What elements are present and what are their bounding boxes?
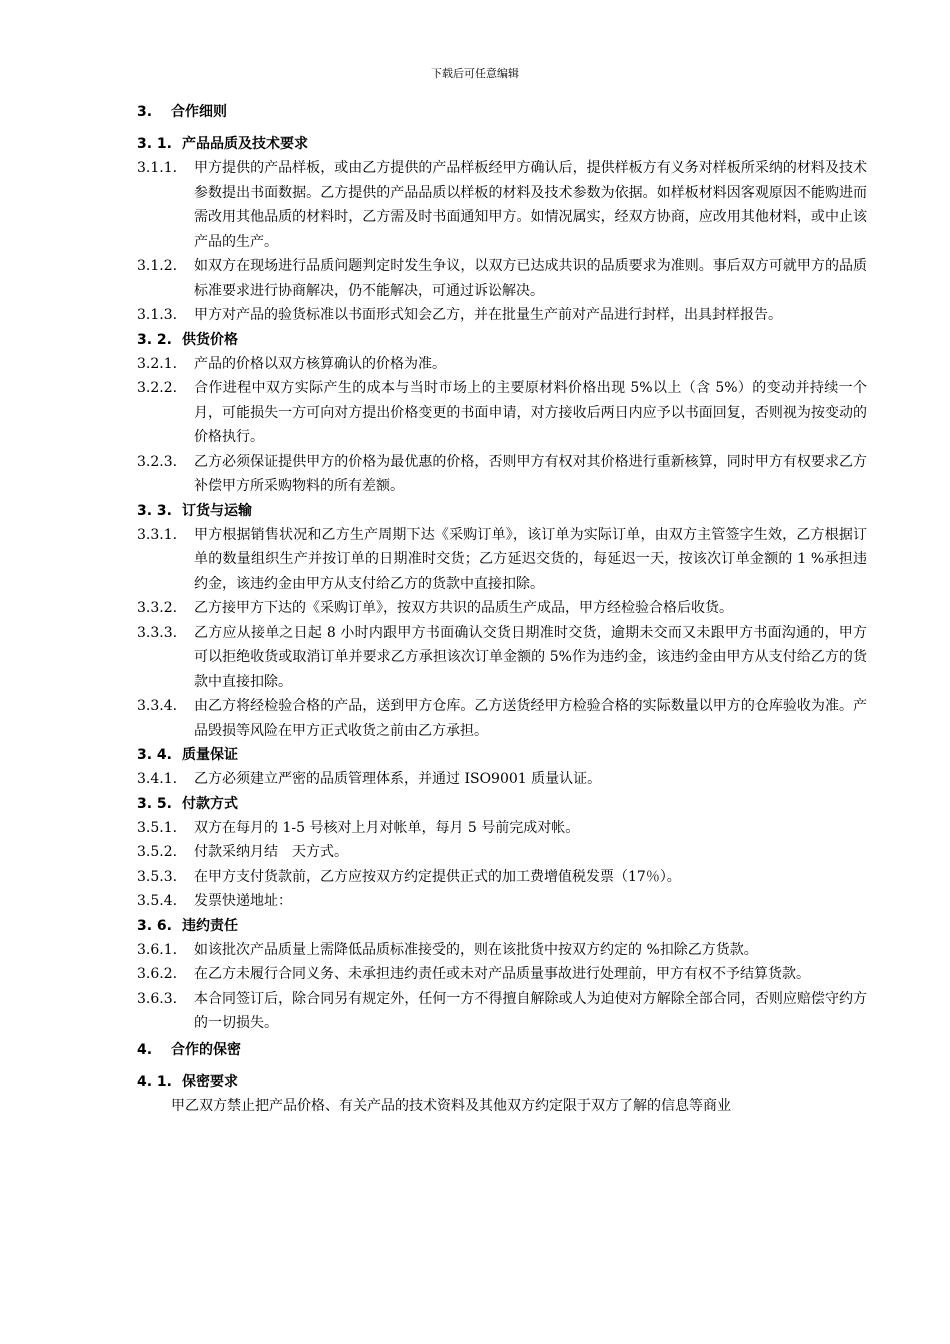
clause-text: 本合同签订后，除合同另有规定外，任何一方不得擅自解除或人为迫使对方解除全部合同，否则应赔偿守约方的一切损失。 (194, 990, 867, 1031)
clause-number: 3.5.4. (137, 893, 178, 909)
subsection-number: 3. 1. (137, 136, 172, 152)
clause-number: 3.3.1. (137, 526, 178, 543)
clause-number: 3.1.2. (137, 258, 178, 274)
clause (137, 767, 867, 792)
clause-text: 在甲方支付货款前，乙方应按双方约定提供正式的加工费增值税发票（17％）。 (194, 868, 681, 885)
section-number: 3. (137, 104, 153, 120)
clause-text: 乙方必须保证提供甲方的价格为最优惠的价格，否则甲方有权对其价格进行重新核算，同时甲方有权要求乙方补偿甲方所采购物料的所有差额。 (194, 453, 867, 494)
subsection-number: 3. 6. (137, 917, 172, 934)
subsection-title: 产品品质及技术要求 (182, 136, 308, 152)
clause-text: 发票快递地址： (194, 893, 292, 909)
subsection-title: 违约责任 (182, 917, 238, 934)
subsection-title: 质量保证 (182, 747, 238, 763)
section-heading (137, 100, 867, 124)
clause-text: 乙方接甲方下达的《采购订单》，按双方共识的品质生产成品，甲方经检验合格后收货。 (194, 600, 733, 616)
clause (137, 816, 867, 841)
document-body (137, 100, 867, 1118)
clause-text: 付款采纳月结 天方式。 (194, 844, 348, 860)
clause (137, 156, 867, 254)
clause (137, 938, 867, 963)
clause-number: 3.2.2. (137, 380, 178, 396)
subsection-heading (137, 743, 867, 767)
clause (137, 303, 867, 328)
clause (137, 621, 867, 695)
clause (137, 889, 867, 914)
clause (137, 596, 867, 621)
clause-number: 3.4.1. (137, 771, 178, 787)
clause (137, 694, 867, 743)
clause-number: 3.5.3. (137, 868, 178, 885)
clause-text: 在乙方未履行合同义务、未承担违约责任或未对产品质量事故进行处理前，甲方有权不予结算货款。 (194, 966, 810, 982)
subsection-number: 3. 5. (137, 795, 172, 812)
clause-text: 由乙方将经检验合格的产品，送到甲方仓库。乙方送货经甲方检验合格的实际数量以甲方的仓库验收为准。产品毁损等风险在甲方正式收货之前由乙方承担。 (194, 698, 867, 739)
clause (137, 840, 867, 865)
clause (137, 450, 867, 499)
clause-text: 乙方应从接单之日起 8 小时内跟甲方书面确认交货日期准时交货，逾期未交而又未跟甲方书面沟通的，甲方可以拒绝收货或取消订单并要求乙方承担该次订单金额的 5%作为违约金，该违约金由甲方从支付给乙方的货款中直接扣除。 (194, 624, 867, 690)
clause-text: 甲方根据销售状况和乙方生产周期下达《采购订单》，该订单为实际订单，由双方主管签字生效，乙方根据订单的数量组织生产并按订单的日期准时交货；乙方延迟交货的，每延迟一天，按该次订单金额的 1 %承担违约金，该违约金由甲方从支付给乙方的货款中直接扣除。 (194, 526, 867, 592)
subsection-number: 3. 3. (137, 502, 172, 519)
subsection-heading (137, 328, 867, 352)
clause-number: 3.1.3. (137, 307, 178, 323)
subsection-title: 供货价格 (182, 331, 238, 348)
subsection-title: 保密要求 (182, 1073, 238, 1090)
subsection-title: 付款方式 (182, 795, 238, 812)
clause (137, 865, 867, 890)
clause-number: 3.6.3. (137, 990, 178, 1007)
subsection-heading (137, 1070, 867, 1094)
clause-text: 双方在每月的 1-5 号核对上月对帐单，每月 5 号前完成对帐。 (194, 819, 580, 836)
clause-text: 乙方必须建立严密的品质管理体系，并通过 ISO9001 质量认证。 (194, 771, 602, 787)
clause-text: 如双方在现场进行品质问题判定时发生争议，以双方已达成共识的品质要求为准则。事后双方可就甲方的品质标准要求进行协商解决，仍不能解决，可通过诉讼解决。 (194, 258, 867, 299)
clause-text: 合作进程中双方实际产生的成本与当时市场上的主要原材料价格出现 5%以上（含 5%）的变动并持续一个月，可能损失一方可向对方提出价格变更的书面申请，对方接收后两日内应予以书面回复，否则视为按变动的价格执行。 (194, 380, 867, 445)
subsection-heading (137, 792, 867, 816)
subsection-heading (137, 914, 867, 938)
clause-number: 3.3.4. (137, 698, 178, 714)
subsection-number: 4. 1. (137, 1073, 172, 1090)
clause (137, 962, 867, 987)
clause (137, 523, 867, 597)
subsection-number: 3. 2. (137, 331, 172, 348)
clause (137, 352, 867, 377)
clause-number: 3.3.2. (137, 600, 178, 616)
clause (137, 987, 867, 1036)
clause-text: 甲方对产品的验货标准以书面形式知会乙方，并在批量生产前对产品进行封样，出具封样报告。 (194, 307, 782, 323)
page-header: 下载后可任意编辑 (431, 67, 519, 80)
clause-number: 3.1.1. (137, 160, 178, 176)
subsection-title: 订货与运输 (182, 502, 252, 519)
clause-number: 3.3.3. (137, 624, 178, 641)
clause-text: 甲方提供的产品样板，或由乙方提供的产品样板经甲方确认后，提供样板方有义务对样板所采纳的材料及技术参数提出书面数据。乙方提供的产品品质以样板的材料及技术参数为依据。如样板材料因客观原因不能购进而需改用其他品质的材料时，乙方需及时书面通知甲方。如情况属实，经双方协商，应改用其他材料，或中止该产品的生产。 (194, 160, 867, 250)
subsection-number: 3. 4. (137, 747, 172, 763)
clause-number: 3.2.3. (137, 453, 178, 470)
clause-text: 如该批次产品质量上需降低品质标准接受的，则在该批货中按双方约定的 %扣除乙方货款。 (194, 941, 758, 958)
section-heading (137, 1038, 867, 1062)
paragraph: 甲乙双方禁止把产品价格、有关产品的技术资料及其他双方约定限于双方了解的信息等商业 (171, 1097, 731, 1114)
clause-number: 3.5.2. (137, 844, 178, 860)
section-title: 合作细则 (171, 104, 227, 120)
subsection-heading (137, 499, 867, 523)
clause-number: 3.6.1. (137, 941, 178, 958)
clause-text: 产品的价格以双方核算确认的价格为准。 (194, 355, 446, 372)
clause (137, 376, 867, 450)
clause-number: 3.6.2. (137, 966, 178, 982)
clause-number: 3.2.1. (137, 355, 178, 372)
subsection-heading (137, 132, 867, 156)
clause-number: 3.5.1. (137, 819, 178, 836)
clause (137, 254, 867, 303)
section-title: 合作的保密 (171, 1041, 241, 1058)
section-number: 4. (137, 1041, 153, 1058)
